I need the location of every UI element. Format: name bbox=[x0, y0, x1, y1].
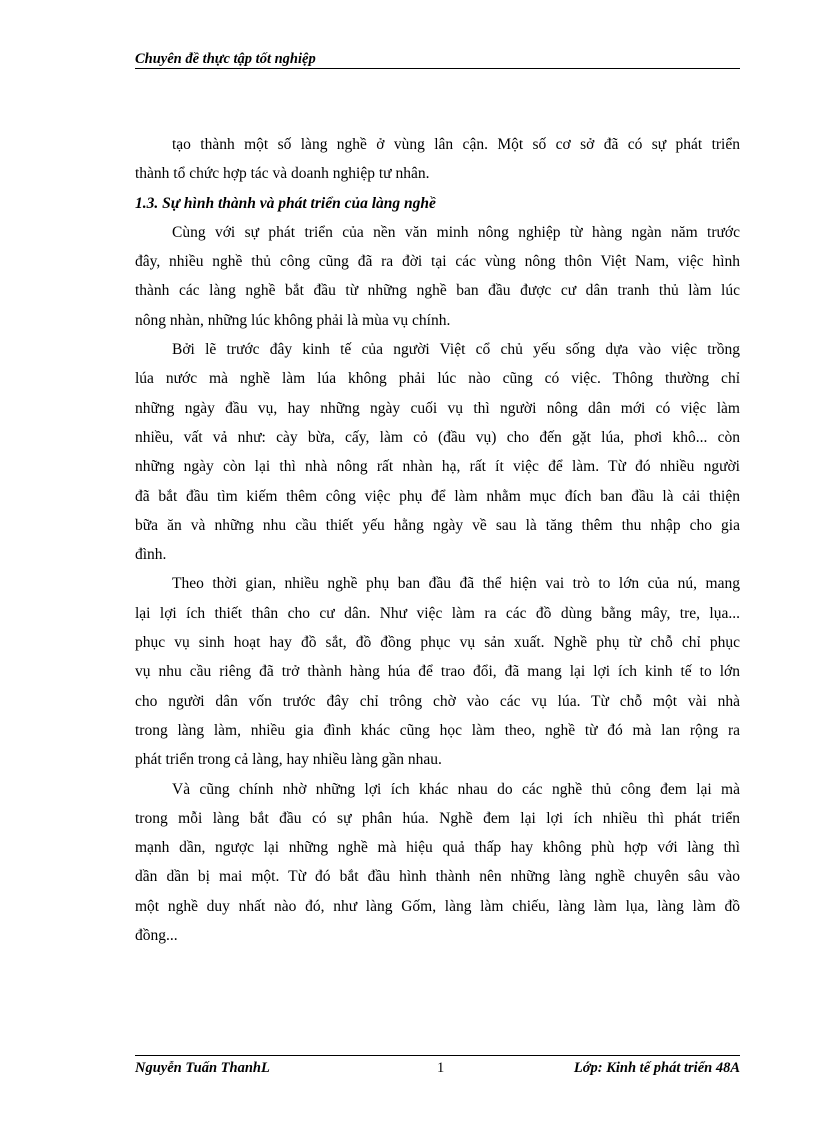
text-line: bữa ăn và những nhu cầu thiết yếu hằng ngày về sau là tăng thêm thu nhập cho gia bbox=[135, 516, 740, 534]
text-line: phục vụ sinh hoạt hay đồ sắt, đồ đồng phục vụ sản xuất. Nghề phụ từ chỗ chỉ phục bbox=[135, 634, 740, 652]
text-line: Bởi lẽ trước đây kinh tế của người Việt cổ chủ yếu sống dựa vào việc trồng bbox=[172, 341, 740, 359]
text-line: những ngày đầu vụ, hay những ngày cuối vụ thì người nông dân mới có việc làm bbox=[135, 399, 740, 417]
paragraph-continuation bbox=[135, 130, 740, 189]
section-heading: 1.3. Sự hình thành và phát triển của làng nghề bbox=[135, 194, 436, 212]
text-line: trong mỗi làng bắt đầu có sự phân húa. Nghề đem lại lợi ích nhiều thì phát triển bbox=[135, 809, 740, 827]
text-line: Theo thời gian, nhiều nghề phụ ban đầu đã thể hiện vai trò to lớn của nú, mang bbox=[172, 575, 740, 593]
page-header bbox=[135, 50, 740, 69]
text-line: Cùng với sự phát triển của nền văn minh nông nghiệp từ hàng ngàn năm trước bbox=[172, 223, 740, 241]
text-line: trong làng làm, nhiều gia đình khác cũng học làm theo, nghề từ đó mà lan rộng ra bbox=[135, 721, 740, 739]
paragraph bbox=[135, 569, 740, 774]
paragraph bbox=[135, 335, 740, 569]
footer-author: Nguyễn Tuấn ThanhL bbox=[135, 1060, 270, 1076]
text-line: những ngày còn lại thì nhà nông rất nhàn hạ, rất ít việc để làm. Từ đó nhiều người bbox=[135, 458, 740, 476]
page-footer bbox=[135, 1055, 740, 1084]
text-line: một nghề duy nhất nào đó, như làng Gốm, làng làm chiếu, làng làm lụa, làng làm đồ bbox=[135, 897, 740, 915]
document-body bbox=[135, 130, 740, 950]
text-line: đã bắt đầu tìm kiếm thêm công việc phụ để làm nhằm mục đích ban đầu là cải thiện bbox=[135, 487, 740, 505]
header-title: Chuyên đề thực tập tốt nghiệp bbox=[135, 51, 316, 67]
text-line: lại lợi ích thiết thân cho cư dân. Như việc làm ra các đồ dùng bằng mây, tre, lụa... bbox=[135, 604, 740, 622]
text-line: đình. bbox=[135, 546, 167, 564]
text-line: thành các làng nghề bắt đầu từ những nghề ban đầu được cư dân tranh thủ làm lúc bbox=[135, 282, 740, 300]
footer-class-label: Lớp: Kinh tế phát triển 48A bbox=[573, 1060, 740, 1076]
text-line: tạo thành một số làng nghề ở vùng lân cận. Một số cơ sở đã có sự phát triển bbox=[172, 136, 740, 153]
text-line: đây, nhiều nghề thủ công cũng đã ra đời tại các vùng nông thôn Việt Nam, việc hình bbox=[135, 253, 740, 271]
text-line: vụ nhu cầu riêng đã trở thành hàng húa để trao đổi, đã mang lại lợi ích kinh tế to lớn bbox=[135, 663, 740, 681]
text-line: nhiều, vất vả như: cày bừa, cấy, làm cỏ (đầu vụ) cho đến gặt lúa, phơi khô... còn bbox=[135, 428, 740, 446]
page-number: 1 bbox=[437, 1060, 445, 1076]
text-line: Và cũng chính nhờ những lợi ích khác nhau do các nghề thủ công đem lại mà bbox=[172, 780, 740, 798]
text-line: nông nhàn, những lúc không phải là mùa vụ chính. bbox=[135, 311, 451, 329]
text-line: thành tổ chức hợp tác và doanh nghiệp tư nhân. bbox=[135, 165, 430, 183]
text-line: mạnh dần, ngược lại những nghề mà hiệu quả thấp hay không phù hợp với làng thì bbox=[135, 839, 740, 857]
paragraph bbox=[135, 775, 740, 951]
paragraph bbox=[135, 218, 740, 335]
text-line: đồng... bbox=[135, 927, 178, 945]
text-line: lúa nước mà nghề làm lúa không phải lúc nào cũng có việc. Thông thường chỉ bbox=[135, 370, 740, 388]
text-line: phát triển trong cả làng, hay nhiều làng gần nhau. bbox=[135, 751, 442, 769]
text-line: dần dần bị mai một. Từ đó bắt đầu hình thành nên những làng nghề chuyên sâu vào bbox=[135, 868, 740, 886]
text-line: cho người dân vốn trước đây chỉ trông chờ vào các vụ lúa. Từ chỗ một vài nhà bbox=[135, 692, 740, 710]
